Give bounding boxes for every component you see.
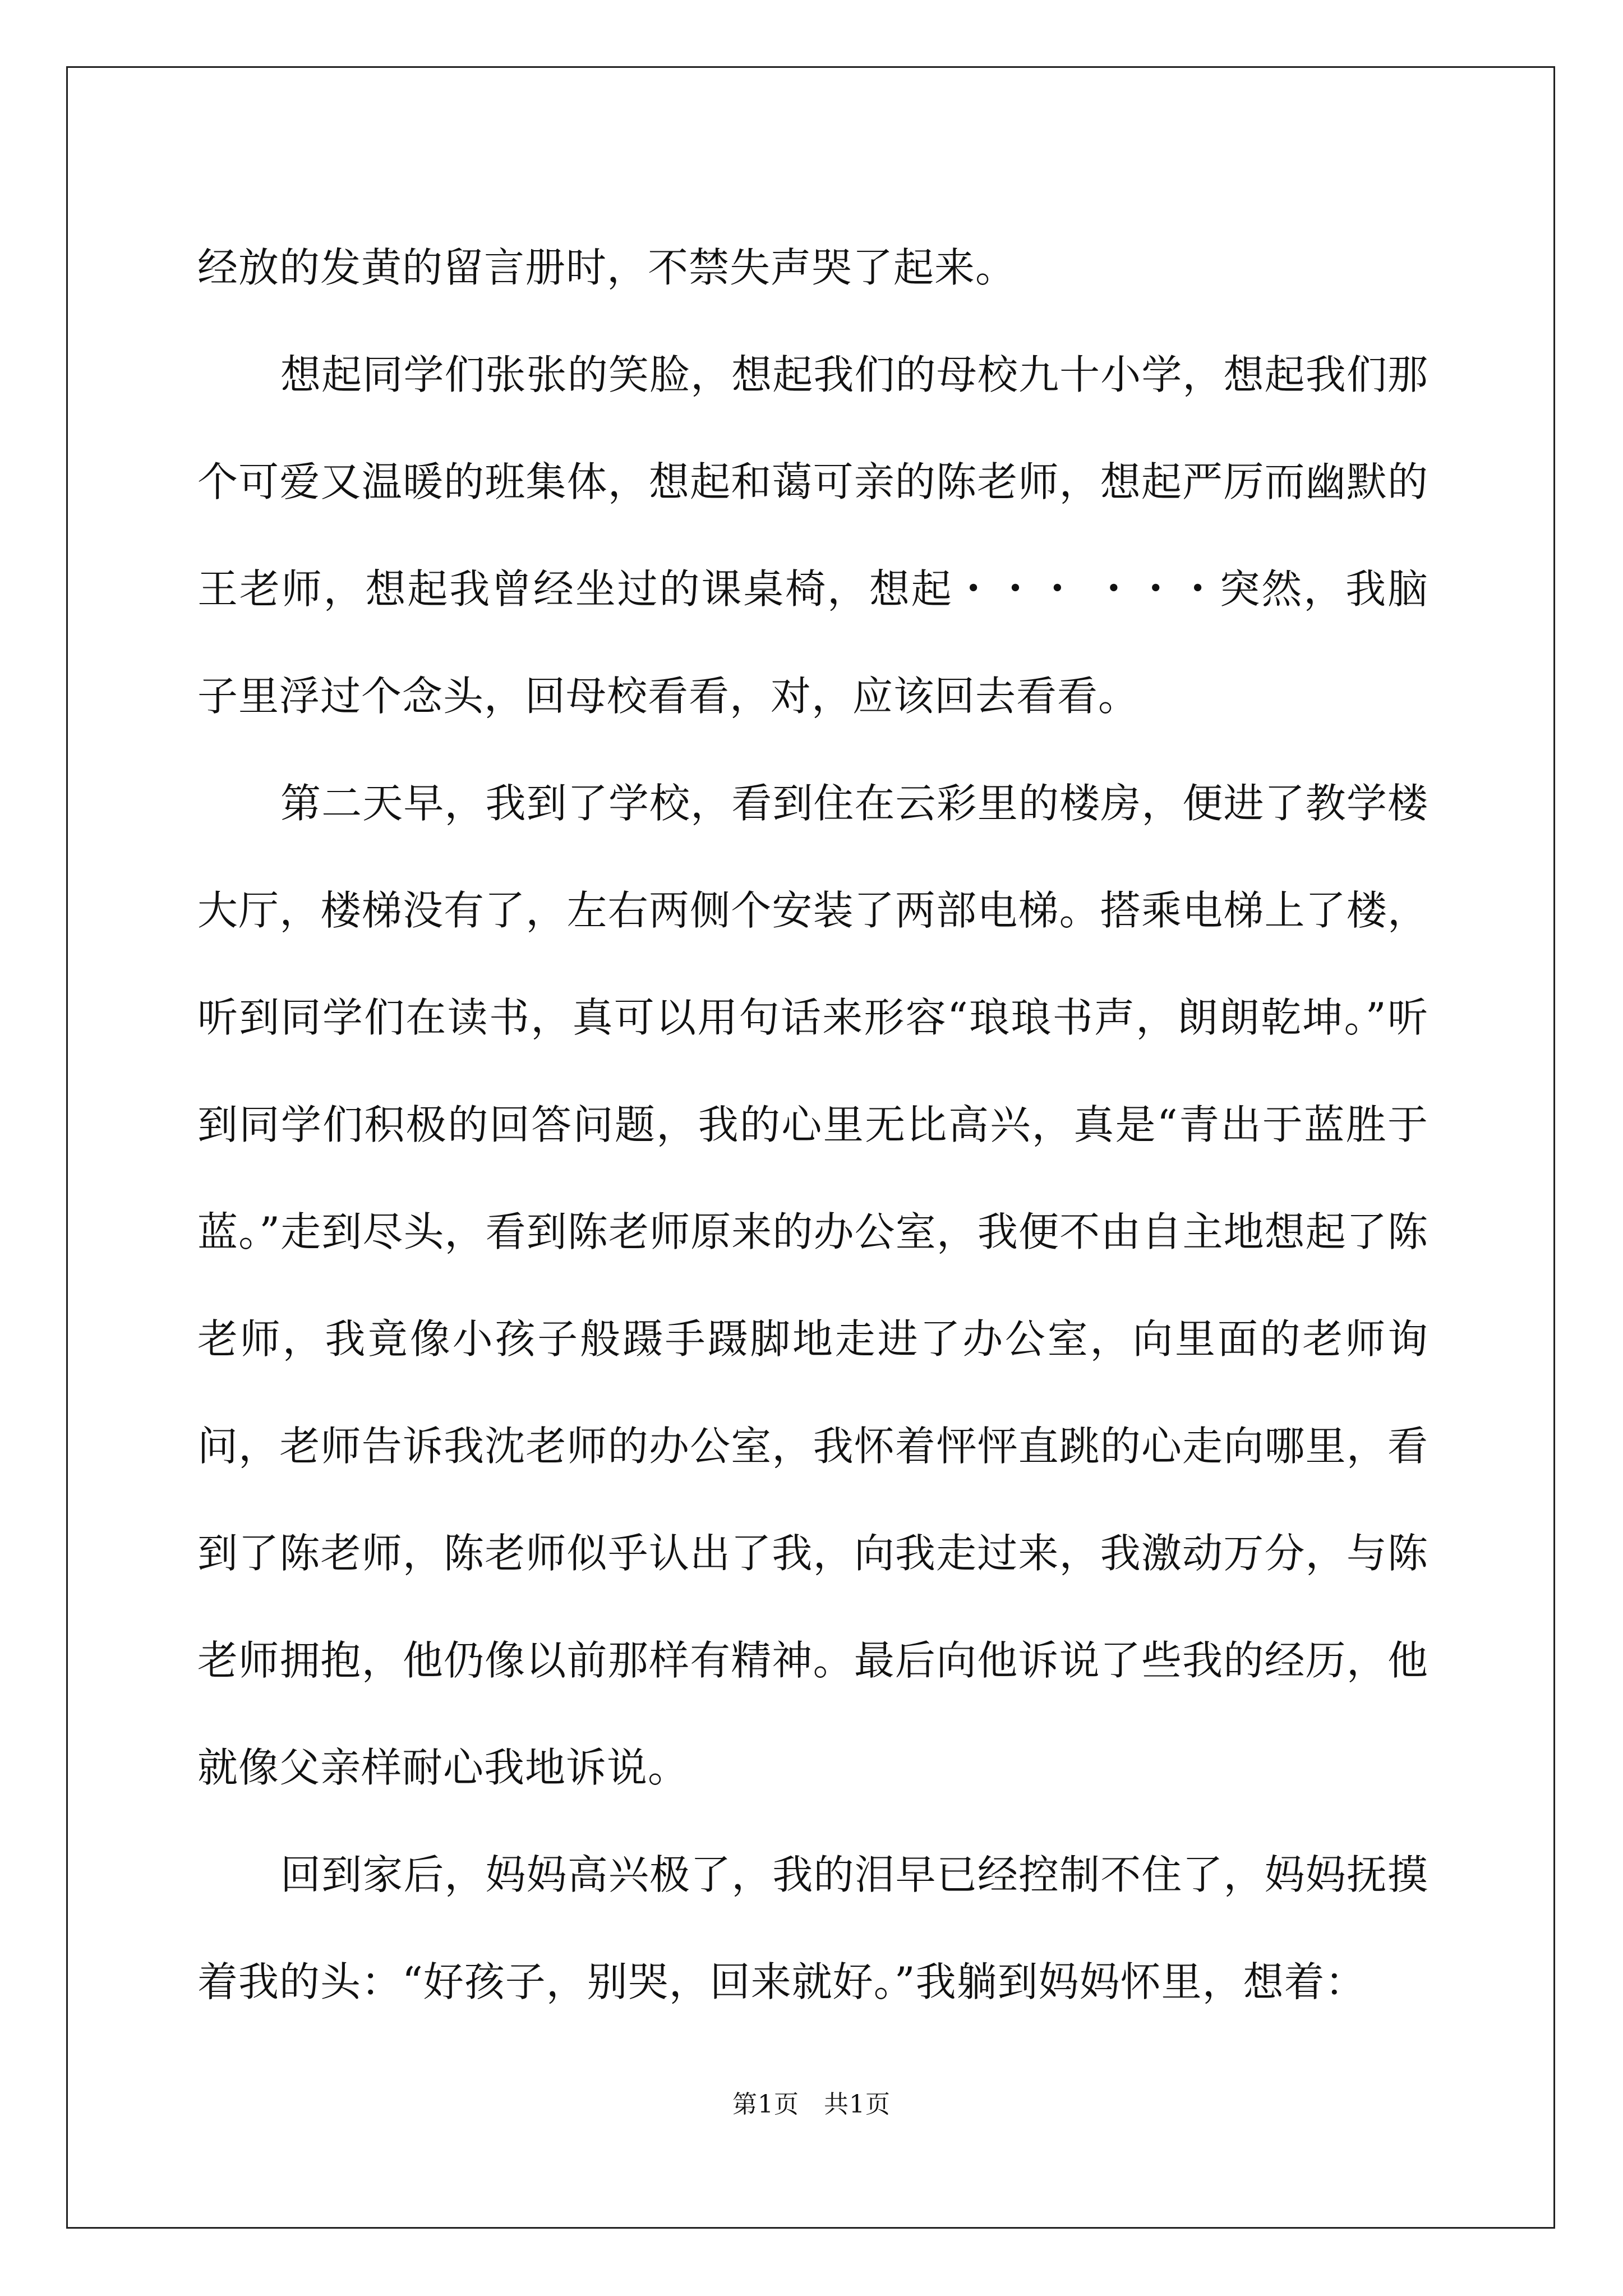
paragraph: 第二天早，我到了学校，看到住在云彩里的楼房，便进了教学楼大厅，楼梯没有了，左右两侧个安装了两部电梯。搭乘电梯上了楼，听到同学们在读书，真可以用句话来形容“琅琅书声，朗朗乾坤。”听到同学们积极的回答问题，我的心里无比高兴，真是“青出于蓝胜于蓝。”走到尽头，看到陈老师原来的办公室，我便不由自主地想起了陈老师，我竟像小孩子般蹑手蹑脚地走进了办公室，向里面的老师询问，老师告诉我沈老师的办公室，我怀着怦怦直跳的心走向哪里，看到了陈老师，陈老师似乎认出了我，向我走过来，我激动万分，与陈老师拥抱，他仍像以前那样有精神。最后向他诉说了些我的经历，他就像父亲样耐心我地诉说。 (197, 780, 1428, 1791)
paragraph: 回到家后，妈妈高兴极了，我的泪早已经控制不住了，妈妈抚摸着我的头：“好孩子，别哭，回来就好。”我躺到妈妈怀里，想着： (197, 1851, 1428, 2005)
page-total: 共1页 (824, 2090, 891, 2119)
document-body (197, 214, 1428, 2036)
page-footer (0, 2084, 1623, 2120)
paragraph: 想起同学们张张的笑脸，想起我们的母校九十小学，想起我们那个可爱又温暖的班集体，想起和蔼可亲的陈老师，想起严厉而幽默的王老师，想起我曾经坐过的课桌椅，想起・・・ ・・・突然，我脑子里浮过个念头，回母校看看，对，应该回去看看。 (197, 351, 1428, 720)
page-number: 第1页 (732, 2090, 799, 2119)
paragraph: 经放的发黄的留言册时，不禁失声哭了起来。 (197, 244, 1017, 291)
